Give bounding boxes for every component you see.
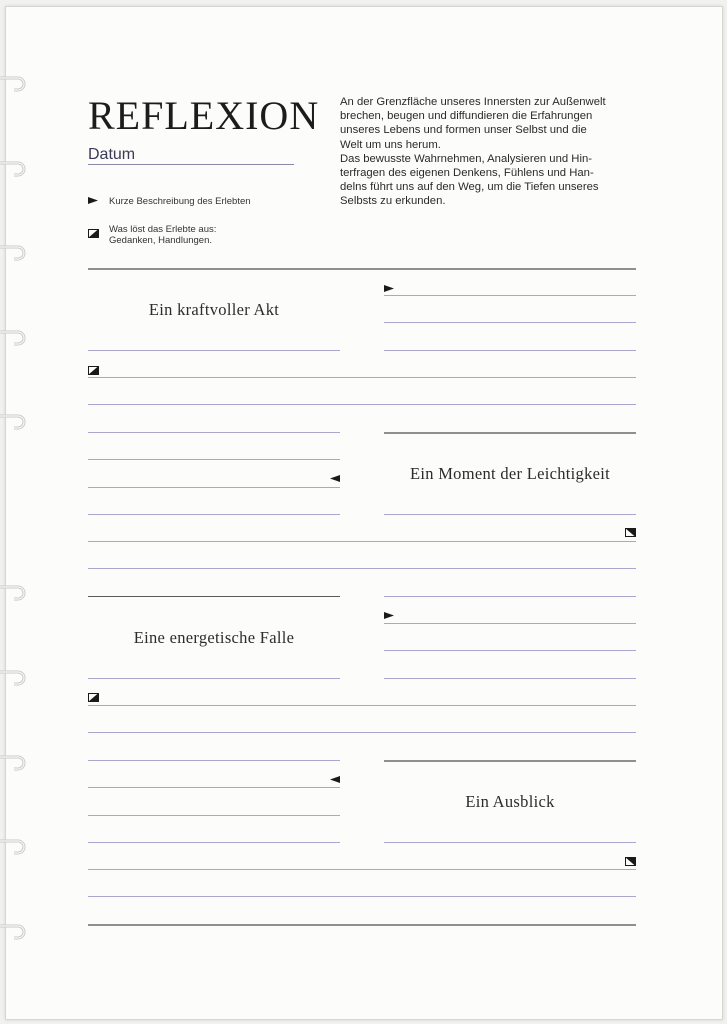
legend-reaction bbox=[88, 224, 216, 246]
triangle-left-icon bbox=[330, 470, 341, 479]
writing-line[interactable] bbox=[88, 678, 340, 679]
half-filled-square-mirrored-icon bbox=[625, 853, 636, 862]
writing-line[interactable] bbox=[88, 350, 340, 351]
binder-ring bbox=[0, 583, 30, 605]
legend-reaction-text: Was löst das Erlebte aus: Gedanken, Handlungen. bbox=[109, 224, 217, 246]
intro-text: An der Grenzfläche unseres Innersten zur Außenwelt brechen, beugen und diffundieren die Erfahrungen unseres Lebens und formen unser Selbst und die Welt um uns herum. Das bewusste Wahrnehmen, Analysieren und Hin- terfragen des eigenen Denkens, Fühlens und Han- delns führt uns auf den Weg, um die Tiefen unseres Selbsts zu erkunden. bbox=[340, 96, 606, 208]
binder-ring bbox=[0, 837, 30, 859]
section-divider[interactable] bbox=[384, 432, 636, 434]
writing-line[interactable] bbox=[88, 896, 636, 897]
binder-ring bbox=[0, 74, 30, 96]
heading-energetische-falle: Eine energetische Falle bbox=[133, 628, 295, 647]
legend-description bbox=[88, 196, 251, 208]
writing-line[interactable] bbox=[88, 842, 340, 843]
writing-line[interactable] bbox=[88, 815, 340, 816]
writing-line[interactable] bbox=[384, 322, 636, 323]
half-filled-square-icon bbox=[88, 689, 99, 698]
writing-line[interactable] bbox=[384, 514, 636, 515]
writing-line[interactable] bbox=[88, 541, 636, 542]
writing-line[interactable] bbox=[384, 842, 636, 843]
section-divider[interactable] bbox=[384, 760, 636, 762]
writing-line[interactable] bbox=[384, 350, 636, 351]
writing-line[interactable] bbox=[384, 678, 636, 679]
heading-ausblick: Ein Ausblick bbox=[465, 792, 555, 811]
heading-moment-leichtigkeit: Ein Moment der Leichtigkeit bbox=[409, 464, 611, 483]
page-title: REFLEXION bbox=[88, 93, 320, 138]
writing-line[interactable] bbox=[88, 705, 636, 706]
writing-line[interactable] bbox=[88, 487, 340, 488]
writing-line[interactable] bbox=[88, 760, 340, 761]
section-divider[interactable] bbox=[88, 268, 636, 270]
half-filled-square-icon bbox=[88, 224, 109, 246]
binder-ring bbox=[0, 412, 30, 434]
writing-line[interactable] bbox=[88, 869, 636, 870]
half-filled-square-icon bbox=[88, 362, 99, 371]
binder-ring bbox=[0, 922, 30, 944]
writing-line[interactable] bbox=[88, 459, 340, 460]
writing-line[interactable] bbox=[88, 377, 636, 378]
section-divider[interactable] bbox=[88, 596, 340, 597]
triangle-left-icon bbox=[330, 771, 341, 780]
writing-line[interactable] bbox=[384, 596, 636, 597]
writing-line[interactable] bbox=[384, 295, 636, 296]
writing-line[interactable] bbox=[88, 732, 636, 733]
triangle-right-icon bbox=[384, 280, 395, 289]
writing-line[interactable] bbox=[88, 432, 340, 433]
writing-line[interactable] bbox=[384, 650, 636, 651]
writing-line[interactable] bbox=[384, 623, 636, 624]
half-filled-square-mirrored-icon bbox=[625, 524, 636, 533]
triangle-right-icon bbox=[88, 196, 109, 208]
binder-ring bbox=[0, 753, 30, 775]
writing-line[interactable] bbox=[88, 404, 636, 405]
date-field[interactable]: Datum bbox=[88, 146, 294, 165]
writing-line[interactable] bbox=[88, 514, 340, 515]
binder-ring bbox=[0, 159, 30, 181]
binder-ring bbox=[0, 328, 30, 350]
heading-kraftvoller-akt: Ein kraftvoller Akt bbox=[148, 300, 280, 319]
writing-line[interactable] bbox=[88, 568, 636, 569]
binder-ring bbox=[0, 668, 30, 690]
writing-line[interactable] bbox=[88, 787, 340, 788]
binder-ring bbox=[0, 243, 30, 265]
legend-description-text: Kurze Beschreibung des Erlebten bbox=[109, 196, 251, 207]
triangle-right-icon bbox=[384, 607, 395, 616]
section-divider[interactable] bbox=[88, 924, 636, 926]
